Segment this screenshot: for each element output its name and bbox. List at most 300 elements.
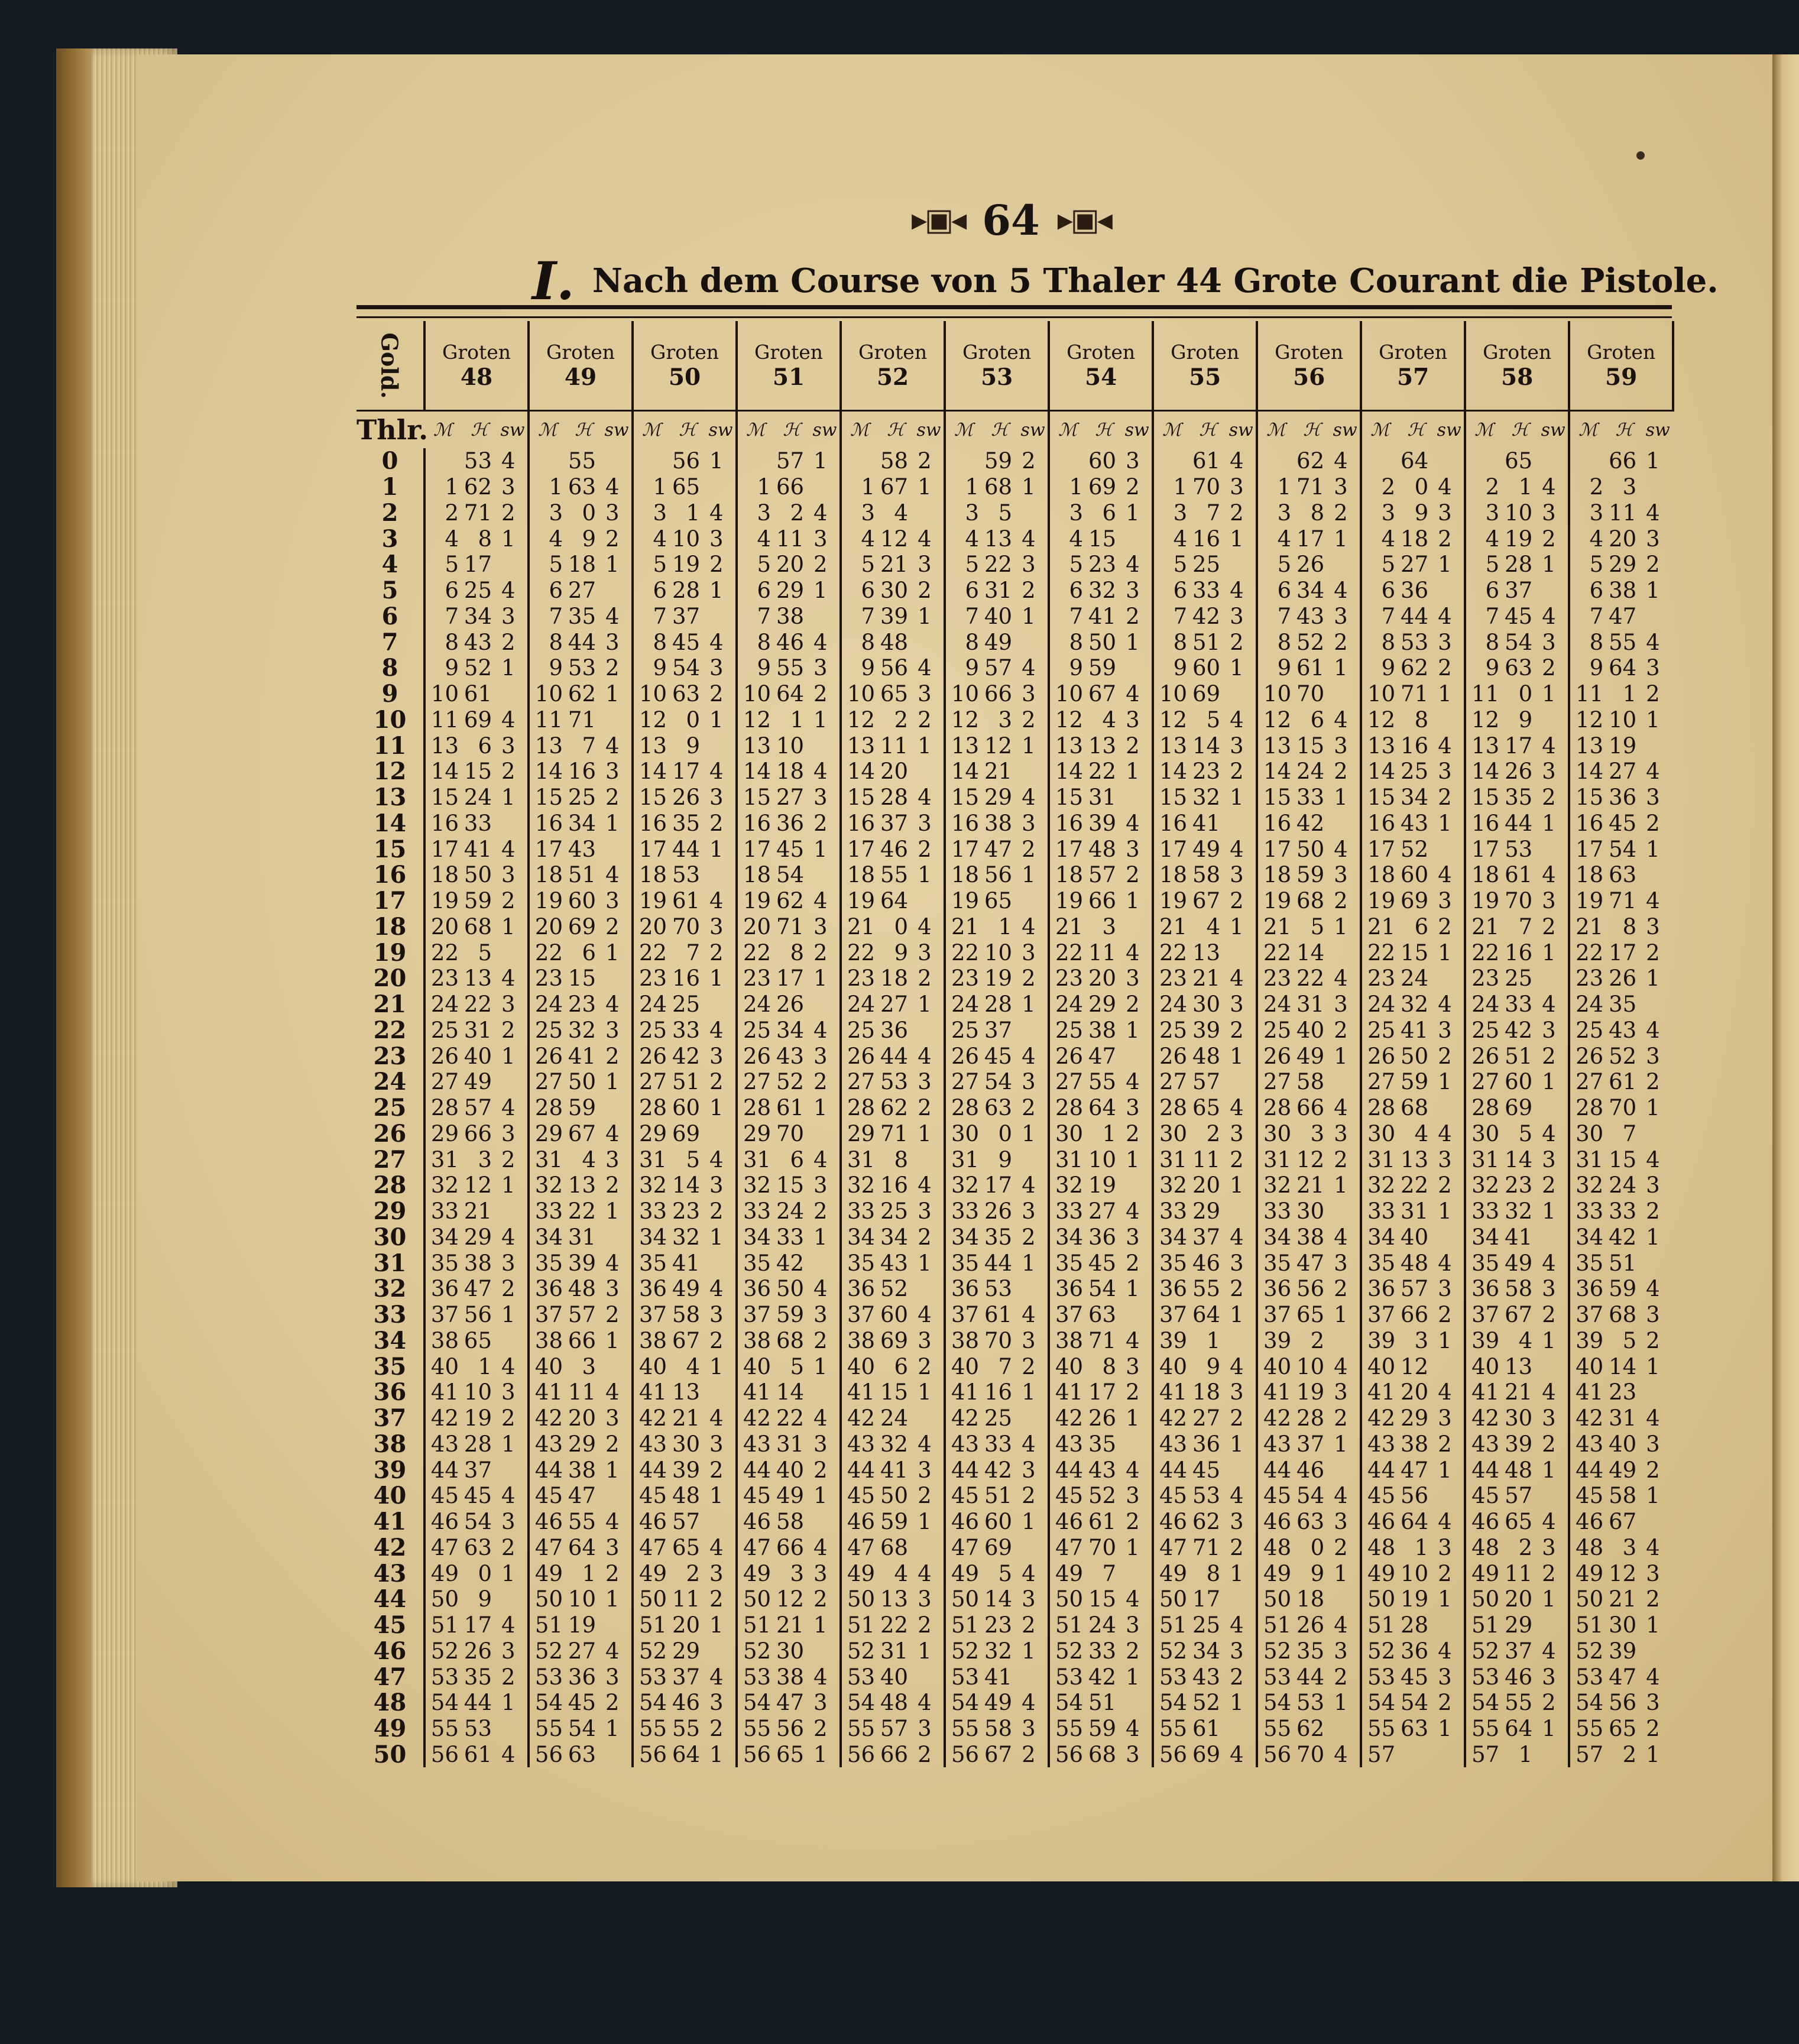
schwaren-cell: 1	[1226, 1172, 1257, 1198]
mark-cell: 47	[430, 1534, 459, 1560]
schilling-cell: 1	[686, 500, 701, 526]
schwaren-cell	[1122, 785, 1153, 811]
schwaren-cell: 2	[1330, 1276, 1361, 1302]
schwaren-cell: 1	[1122, 759, 1153, 785]
mark-cell: 23	[743, 966, 772, 992]
mark-cell	[633, 448, 669, 474]
mark-cell: 3	[1485, 500, 1500, 526]
schilling-cell: 3	[582, 1353, 597, 1379]
schilling-cell: 52	[1401, 836, 1429, 862]
thaler-value: 29	[356, 1198, 424, 1225]
mark-cell: 39	[1159, 1327, 1188, 1353]
groten-group-header	[1361, 321, 1465, 411]
mark-cell: 43	[1367, 1431, 1396, 1457]
schilling-cell: 3	[1622, 1534, 1637, 1560]
schwaren-cell: 4	[1646, 759, 1660, 785]
schwaren-cell	[706, 1509, 737, 1535]
schilling-cell: 25	[984, 1405, 1013, 1431]
schwaren-cell	[706, 474, 737, 500]
schilling-cell: 52	[463, 655, 492, 681]
table-row	[356, 448, 1673, 474]
schwaren-cell: 2	[1538, 1172, 1569, 1198]
mark-cell: 49	[951, 1560, 980, 1586]
schwaren-cell: 1	[1122, 500, 1153, 526]
unit-subheader: ℳ︎	[737, 411, 773, 449]
schwaren-cell: 1	[706, 1225, 737, 1251]
schwaren-cell	[1018, 1405, 1049, 1431]
mark-cell: 50	[1471, 1586, 1500, 1612]
mark-cell	[424, 448, 461, 474]
mark-cell: 32	[743, 1172, 772, 1198]
schilling-cell: 32	[1088, 578, 1117, 604]
mark-cell: 54	[1576, 1690, 1604, 1716]
mark-cell: 37	[1055, 1302, 1084, 1328]
schwaren-cell: 3	[1646, 1431, 1660, 1457]
mark-cell: 49	[743, 1560, 772, 1586]
schwaren-cell: 2	[602, 1560, 633, 1586]
mark-cell: 56	[1159, 1741, 1188, 1767]
mark-cell: 18	[1159, 862, 1188, 888]
schilling-cell: 52	[1088, 1483, 1117, 1509]
schilling-cell: 4	[1206, 914, 1221, 940]
schilling-cell: 64	[1609, 655, 1637, 681]
schilling-cell: 12	[1296, 1146, 1325, 1172]
schilling-cell: 44	[463, 1690, 492, 1716]
mark-cell: 19	[1159, 888, 1188, 914]
schilling-cell: 51	[1088, 1690, 1117, 1716]
schilling-cell: 9	[478, 1586, 492, 1612]
table-row	[356, 681, 1673, 707]
schilling-cell: 24	[1609, 1172, 1637, 1198]
schwaren-cell: 4	[1330, 1483, 1361, 1509]
schilling-cell: 53	[1505, 836, 1533, 862]
schilling-cell: 43	[1296, 603, 1325, 629]
schilling-cell: 47	[1088, 1043, 1117, 1069]
schilling-cell: 11	[1505, 1560, 1533, 1586]
mark-cell: 40	[847, 1353, 876, 1379]
schilling-cell: 67	[1505, 1302, 1533, 1328]
schwaren-cell: 4	[1226, 966, 1257, 992]
mark-cell: 53	[1576, 1664, 1604, 1690]
schilling-cell: 64	[1192, 1302, 1221, 1328]
schwaren-cell: 2	[1226, 1146, 1257, 1172]
schilling-cell: 21	[880, 552, 909, 578]
schwaren-cell: 3	[1434, 1018, 1465, 1044]
unit-subheader: ℋ	[877, 411, 914, 449]
schwaren-cell: 1	[498, 785, 529, 811]
schwaren-cell: 1	[914, 862, 945, 888]
schilling-cell: 33	[1505, 992, 1533, 1018]
mark-cell: 42	[847, 1405, 876, 1431]
schilling-cell: 46	[1192, 1250, 1221, 1276]
mark-cell: 51	[1576, 1612, 1604, 1638]
mark-cell: 34	[1471, 1224, 1500, 1250]
mark-cell: 10	[743, 681, 772, 707]
schwaren-cell: 4	[810, 629, 841, 655]
schwaren-cell: 3	[1018, 1069, 1049, 1095]
groten-label: Groten	[1171, 340, 1240, 364]
mark-cell: 42	[951, 1405, 980, 1431]
schilling-cell: 14	[1505, 1146, 1533, 1172]
schwaren-cell: 3	[602, 759, 633, 785]
mark-cell: 28	[951, 1095, 980, 1121]
schilling-cell: 7	[1518, 914, 1533, 940]
schwaren-cell: 2	[914, 448, 945, 474]
mark-cell: 2	[445, 500, 459, 526]
thaler-value: 14	[356, 811, 424, 837]
schilling-cell: 30	[1192, 992, 1221, 1018]
mark-cell: 25	[1159, 1017, 1188, 1043]
thaler-value: 44	[356, 1586, 424, 1612]
schwaren-cell: 1	[706, 836, 737, 862]
schilling-cell: 9	[582, 526, 597, 552]
mark-cell: 7	[757, 603, 772, 629]
schilling-cell: 45	[1609, 810, 1637, 836]
schilling-cell: 25	[1192, 552, 1221, 578]
mark-cell: 19	[1367, 888, 1396, 914]
mark-cell: 13	[951, 733, 980, 759]
schilling-cell: 22	[776, 1405, 805, 1431]
schilling-cell: 68	[776, 1327, 805, 1353]
unit-subheader: sw	[1330, 411, 1361, 449]
mark-cell: 50	[1055, 1586, 1084, 1612]
mark-cell: 50	[951, 1586, 980, 1612]
mark-cell: 49	[1055, 1560, 1084, 1586]
schwaren-cell: 2	[1018, 1095, 1049, 1121]
schwaren-cell: 2	[602, 914, 633, 940]
schilling-cell: 1	[1206, 1327, 1221, 1353]
mark-cell: 45	[430, 1483, 459, 1509]
groten-group-header	[1257, 321, 1361, 411]
mark-cell: 1	[1069, 474, 1084, 500]
schilling-cell: 56	[463, 1302, 492, 1328]
mark-cell: 38	[534, 1327, 563, 1353]
schilling-cell: 49	[984, 629, 1013, 655]
schwaren-cell: 3	[1538, 1146, 1569, 1172]
mark-cell: 51	[534, 1612, 563, 1638]
mark-cell: 33	[534, 1198, 563, 1225]
schilling-cell: 57	[463, 1095, 492, 1121]
mark-cell: 25	[847, 1017, 876, 1043]
schilling-cell: 43	[1401, 810, 1429, 836]
schilling-cell: 59	[776, 1302, 805, 1328]
schilling-cell: 66	[880, 1741, 909, 1767]
mark-cell: 40	[743, 1353, 772, 1379]
schilling-cell: 5	[478, 940, 492, 966]
schwaren-cell: 4	[1018, 1690, 1049, 1716]
mark-cell: 55	[430, 1716, 459, 1742]
mark-cell: 16	[951, 810, 980, 836]
mark-cell: 42	[1263, 1405, 1292, 1431]
schilling-cell: 24	[1401, 966, 1429, 992]
schilling-cell: 33	[1609, 1198, 1637, 1225]
schilling-cell: 55	[672, 1716, 701, 1742]
schilling-cell: 31	[984, 578, 1013, 604]
mark-cell: 46	[430, 1509, 459, 1535]
schilling-cell: 39	[1088, 810, 1117, 836]
schilling-cell: 23	[984, 1612, 1013, 1638]
mark-cell: 50	[430, 1586, 459, 1612]
mark-cell: 13	[1263, 733, 1292, 759]
schilling-cell: 43	[1088, 1457, 1117, 1483]
schilling-cell: 34	[880, 1224, 909, 1250]
groten-number: 58	[1501, 363, 1534, 391]
thaler-value: 26	[356, 1121, 424, 1147]
schilling-cell: 36	[1088, 1224, 1117, 1250]
schilling-cell: 61	[1296, 655, 1325, 681]
table-row	[356, 1379, 1673, 1405]
schwaren-cell: 1	[1434, 1716, 1465, 1742]
thaler-value: 12	[356, 759, 424, 785]
schilling-cell: 38	[463, 1250, 492, 1276]
schwaren-cell: 1	[1330, 1302, 1361, 1328]
schwaren-cell	[1330, 1198, 1361, 1225]
mark-cell: 3	[549, 500, 563, 526]
schilling-cell: 27	[568, 578, 597, 604]
schilling-cell: 15	[1401, 940, 1429, 966]
schilling-cell: 56	[1401, 1483, 1429, 1509]
mark-cell: 53	[1055, 1664, 1084, 1690]
schilling-cell: 66	[568, 1327, 597, 1353]
mark-cell: 9	[861, 655, 876, 681]
mark-cell: 10	[638, 681, 667, 707]
schilling-cell: 66	[984, 681, 1013, 707]
mark-cell: 30	[1263, 1120, 1292, 1146]
unit-subheader: ℋ	[565, 411, 602, 449]
schwaren-cell	[914, 500, 945, 526]
schilling-cell: 36	[568, 1664, 597, 1690]
schwaren-cell	[1538, 1353, 1569, 1379]
mark-cell: 51	[1471, 1612, 1500, 1638]
schwaren-cell	[1434, 1225, 1465, 1251]
schilling-cell: 29	[776, 578, 805, 604]
schilling-cell: 38	[568, 1457, 597, 1483]
schilling-cell: 4	[894, 500, 909, 526]
mark-cell: 36	[1055, 1276, 1084, 1302]
table-row	[356, 1302, 1673, 1328]
mark-cell: 30	[1576, 1120, 1604, 1146]
schilling-cell: 33	[1192, 578, 1221, 604]
mark-cell: 40	[534, 1353, 563, 1379]
mark-cell: 53	[430, 1664, 459, 1690]
mark-cell: 54	[743, 1690, 772, 1716]
mark-cell: 36	[534, 1276, 563, 1302]
schilling-cell: 53	[1192, 1483, 1221, 1509]
mark-cell: 36	[743, 1276, 772, 1302]
mark-cell: 12	[1576, 707, 1604, 733]
schwaren-cell	[602, 448, 633, 474]
schilling-cell: 67	[1088, 681, 1117, 707]
schilling-cell: 22	[1296, 966, 1325, 992]
schwaren-cell	[1642, 1379, 1673, 1405]
schilling-cell: 23	[1505, 1172, 1533, 1198]
schwaren-cell	[1226, 1198, 1257, 1225]
mark-cell: 54	[534, 1690, 563, 1716]
schilling-cell: 8	[1414, 707, 1429, 733]
schilling-cell: 53	[1296, 1690, 1325, 1716]
schilling-cell: 51	[1505, 1043, 1533, 1069]
schilling-cell: 26	[776, 992, 805, 1018]
mark-cell: 6	[1069, 578, 1084, 604]
schwaren-cell: 1	[1646, 966, 1660, 992]
schilling-cell: 60	[1192, 655, 1221, 681]
schwaren-cell: 2	[602, 1690, 633, 1716]
schwaren-cell: 4	[1330, 1353, 1361, 1379]
schilling-cell: 58	[880, 448, 909, 474]
mark-cell: 13	[1055, 733, 1084, 759]
schwaren-cell: 4	[1330, 1225, 1361, 1251]
mark-cell: 4	[1381, 526, 1396, 552]
schilling-cell: 0	[894, 914, 909, 940]
mark-cell: 25	[951, 1017, 980, 1043]
mark-cell: 8	[1277, 629, 1292, 655]
mark-cell: 30	[1367, 1120, 1396, 1146]
schilling-cell: 12	[1609, 1560, 1637, 1586]
schilling-cell: 53	[672, 862, 701, 888]
schilling-cell: 19	[1505, 526, 1533, 552]
mark-cell: 3	[1069, 500, 1084, 526]
schwaren-cell: 3	[914, 1716, 945, 1742]
schilling-cell: 29	[463, 1224, 492, 1250]
mark-cell: 29	[638, 1120, 667, 1146]
mark-cell: 7	[861, 603, 876, 629]
schwaren-cell	[1122, 914, 1153, 940]
schilling-cell: 19	[1401, 1586, 1429, 1612]
schilling-cell: 58	[984, 1716, 1013, 1742]
mark-cell: 5	[1173, 552, 1188, 578]
thaler-value: 40	[356, 1483, 424, 1509]
mark-cell: 52	[1263, 1638, 1292, 1664]
schilling-cell: 60	[568, 888, 597, 914]
schwaren-cell: 2	[1018, 1612, 1049, 1638]
schilling-cell: 17	[984, 1172, 1013, 1198]
schilling-cell: 44	[1505, 810, 1533, 836]
schwaren-cell: 3	[1538, 1018, 1569, 1044]
mark-cell: 33	[638, 1198, 667, 1225]
schwaren-cell: 4	[1330, 836, 1361, 862]
schwaren-cell: 2	[706, 811, 737, 837]
schilling-cell: 57	[984, 655, 1013, 681]
schwaren-cell: 3	[498, 1379, 529, 1405]
schwaren-cell: 2	[1330, 1535, 1361, 1561]
table-row	[356, 785, 1673, 811]
mark-cell: 25	[1263, 1017, 1292, 1043]
thaler-value: 50	[356, 1742, 424, 1768]
schilling-cell: 33	[463, 810, 492, 836]
mark-cell: 14	[1263, 759, 1292, 785]
schilling-cell: 38	[776, 603, 805, 629]
schilling-cell: 38	[984, 810, 1013, 836]
mark-cell: 39	[1576, 1327, 1604, 1353]
schwaren-cell	[914, 1276, 945, 1302]
schilling-cell: 49	[1609, 1457, 1637, 1483]
mark-cell: 28	[743, 1095, 772, 1121]
schilling-cell: 43	[568, 836, 597, 862]
schilling-cell: 52	[880, 1276, 909, 1302]
schwaren-cell: 3	[1122, 1483, 1153, 1509]
schwaren-cell: 2	[1018, 1742, 1049, 1768]
mark-cell: 1	[1173, 474, 1188, 500]
schilling-cell: 2	[894, 707, 909, 733]
schwaren-cell: 1	[1646, 1095, 1660, 1121]
table-row	[356, 811, 1673, 837]
mark-cell: 9	[1485, 655, 1500, 681]
schilling-cell: 21	[1609, 1586, 1637, 1612]
mark-cell: 52	[951, 1638, 980, 1664]
groten-label: Groten	[1275, 340, 1344, 364]
thaler-value: 0	[356, 448, 424, 474]
schilling-cell: 67	[984, 1741, 1013, 1767]
schilling-cell: 54	[984, 1069, 1013, 1095]
mark-cell: 7	[653, 603, 667, 629]
schilling-cell: 48	[1401, 1250, 1429, 1276]
schwaren-cell: 2	[1538, 526, 1569, 552]
schwaren-cell	[498, 811, 529, 837]
schilling-cell: 52	[1609, 1043, 1637, 1069]
schwaren-cell: 2	[1122, 1638, 1153, 1664]
schwaren-cell: 3	[914, 681, 945, 707]
mark-cell: 26	[951, 1043, 980, 1069]
schwaren-cell: 4	[1646, 629, 1660, 655]
mark-cell: 35	[1367, 1250, 1396, 1276]
schwaren-cell: 1	[1646, 707, 1660, 733]
schilling-cell: 34	[1296, 578, 1325, 604]
schilling-cell: 58	[1609, 1483, 1637, 1509]
schwaren-cell: 1	[914, 1638, 945, 1664]
mark-cell: 16	[1055, 810, 1084, 836]
mark-cell: 43	[1055, 1431, 1084, 1457]
mark-cell: 26	[1576, 1043, 1604, 1069]
schwaren-cell: 3	[1434, 1405, 1465, 1431]
schwaren-cell: 2	[810, 1716, 841, 1742]
schilling-cell: 54	[463, 1509, 492, 1535]
mark-cell: 19	[1263, 888, 1292, 914]
schilling-cell: 69	[463, 707, 492, 733]
schilling-cell: 60	[1088, 448, 1117, 474]
mark-cell: 18	[847, 862, 876, 888]
schilling-cell: 45	[463, 1483, 492, 1509]
mark-cell: 15	[847, 785, 876, 811]
schilling-cell: 41	[1505, 1224, 1533, 1250]
schwaren-cell: 2	[1330, 1146, 1361, 1172]
schwaren-cell: 3	[1646, 1302, 1660, 1328]
mark-cell: 26	[1471, 1043, 1500, 1069]
schwaren-cell: 3	[706, 1690, 737, 1716]
mark-cell: 32	[534, 1172, 563, 1198]
schwaren-cell: 4	[1330, 1742, 1361, 1768]
schilling-cell: 29	[568, 1431, 597, 1457]
schilling-cell: 58	[1505, 1276, 1533, 1302]
schwaren-cell	[1226, 1328, 1257, 1354]
schilling-cell: 28	[672, 578, 701, 604]
schilling-cell: 29	[1088, 992, 1117, 1018]
schwaren-cell: 3	[602, 1276, 633, 1302]
schilling-cell: 46	[1296, 1457, 1325, 1483]
mark-cell: 53	[1263, 1664, 1292, 1690]
schilling-cell: 40	[984, 603, 1013, 629]
schilling-cell: 63	[984, 1095, 1013, 1121]
mark-cell: 29	[534, 1120, 563, 1146]
mark-cell: 44	[1055, 1457, 1084, 1483]
schwaren-cell: 1	[602, 1716, 633, 1742]
thaler-value: 49	[356, 1716, 424, 1742]
schilling-cell: 70	[776, 1120, 805, 1146]
schilling-cell: 64	[880, 888, 909, 914]
schwaren-cell: 3	[1330, 604, 1361, 630]
mark-cell: 29	[847, 1120, 876, 1146]
schwaren-cell: 3	[1646, 526, 1660, 552]
schilling-cell: 17	[463, 1612, 492, 1638]
